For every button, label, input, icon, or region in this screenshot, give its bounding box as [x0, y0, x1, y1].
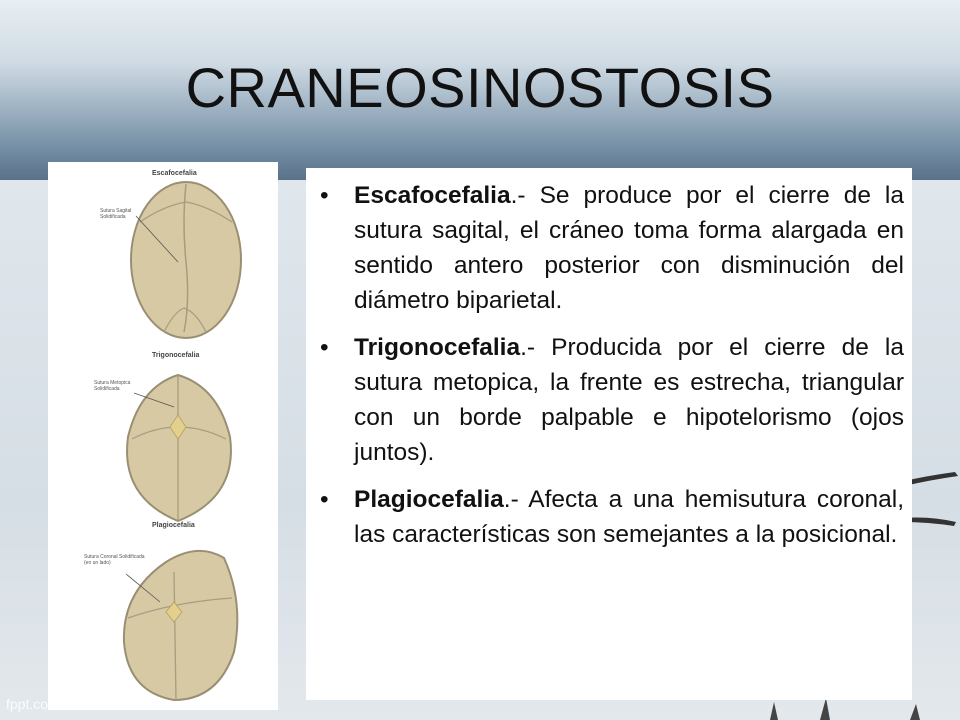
figure-note-line: Sutura Coronal Solidificada — [84, 554, 145, 560]
plagiocephaly-skull-illustration — [48, 532, 278, 707]
figure-note-line: Sutura Sagital — [100, 208, 132, 214]
bullet-text: .- Afecta a una hemisutura coronal, las características son semejantes a la posicional. — [354, 486, 904, 548]
bullet-item-trigonocefalia — [314, 330, 904, 470]
scaphocephaly-skull-illustration — [48, 162, 278, 352]
bullet-dot: • — [320, 486, 329, 513]
bullet-item-escafocefalia — [314, 178, 904, 318]
bullet-dot: • — [320, 334, 329, 361]
skull-illustrations-figure — [48, 162, 278, 710]
bullet-term: Plagiocefalia — [354, 486, 504, 513]
bullet-text: .- Producida por el cierre de la sutura metopica, la frente es estrecha, triangular con un borde palpable e hipotelorismo (ojos juntos). — [354, 334, 904, 466]
figure-note-line: Solidificada — [100, 214, 126, 220]
slide-title: CRANEOSINOSTOSIS — [185, 56, 775, 119]
bullet-item-plagiocefalia — [314, 482, 904, 552]
figure-label-escafocefalia: Escafocefalia — [152, 170, 197, 177]
figure-label-plagiocefalia: Plagiocefalia — [152, 522, 195, 529]
bullet-dot: • — [320, 182, 329, 209]
figure-note-line: Solidificada — [94, 386, 120, 392]
bullet-term: Trigonocefalia — [354, 334, 521, 361]
trigonocephaly-skull-illustration — [48, 357, 278, 537]
figure-note-line: Sutura Metopica — [94, 380, 131, 386]
footer-watermark: fppt.com — [6, 696, 60, 712]
figure-note-line: (en un lado) — [84, 560, 111, 566]
bullet-term: Escafocefalia — [354, 182, 511, 209]
figure-label-trigonocefalia: Trigonocefalia — [152, 352, 200, 359]
bullet-text: .- Se produce por el cierre de la sutura sagital, el cráneo toma forma alargada en sentido antero posterior con disminución del diámetro biparietal. — [354, 182, 904, 314]
content-text-panel — [306, 168, 912, 700]
bullet-list — [314, 178, 904, 564]
